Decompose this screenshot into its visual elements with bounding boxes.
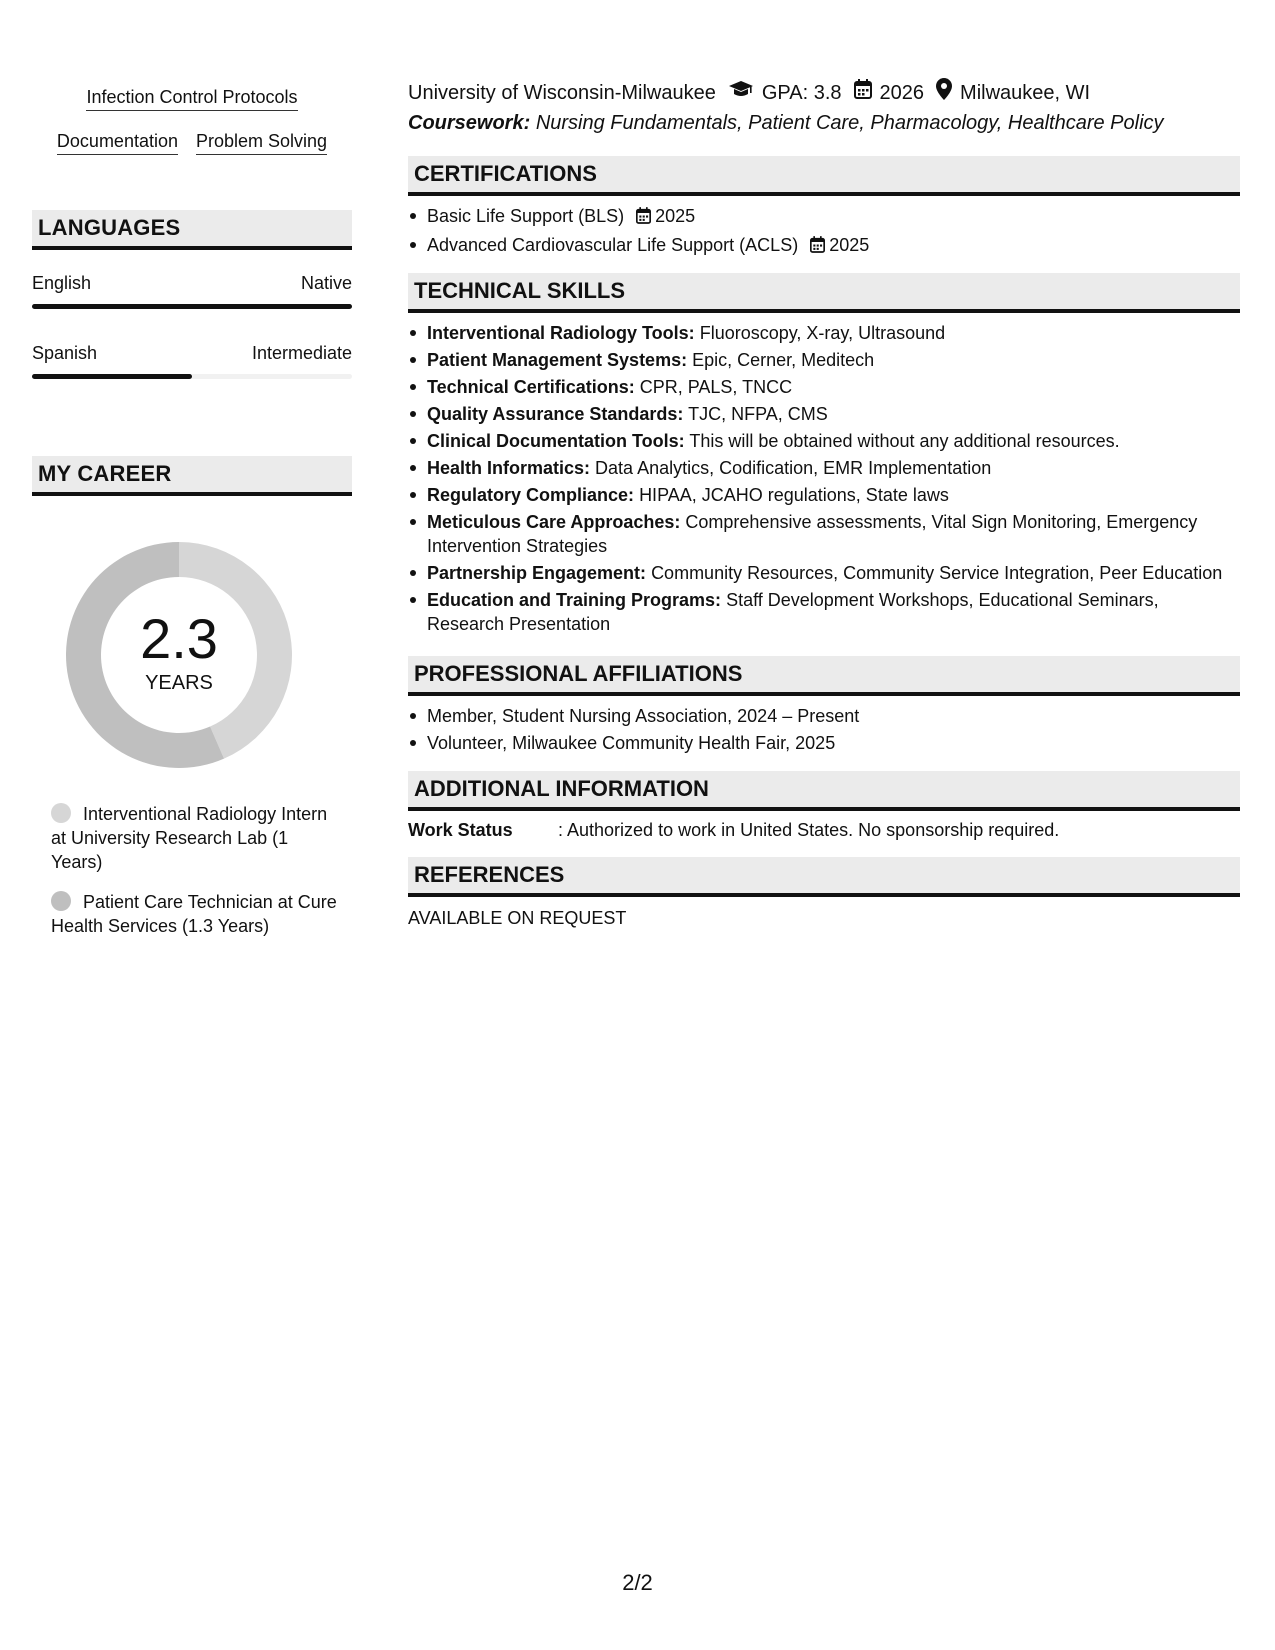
list-item: Clinical Documentation Tools: This will be obtained without any additional resources. — [408, 429, 1240, 453]
legend-dot — [51, 891, 71, 911]
list-item: Volunteer, Milwaukee Community Health Fair, 2025 — [408, 731, 1240, 755]
skill-tag: Documentation — [57, 130, 178, 155]
calendar-icon — [636, 206, 651, 230]
education-line — [408, 78, 1090, 107]
certifications-heading: CERTIFICATIONS — [408, 156, 1240, 196]
list-item: Meticulous Care Approaches: Comprehensive assessments, Vital Sign Monitoring, Emergency Intervention Strategies — [408, 510, 1240, 558]
career-total-value: 2.3 — [140, 607, 218, 670]
skill-tags-row-1 — [32, 86, 352, 111]
work-status — [408, 818, 1059, 842]
location: Milwaukee, WI — [960, 81, 1091, 104]
additional-info-heading: ADDITIONAL INFORMATION — [408, 771, 1240, 811]
references-heading: REFERENCES — [408, 857, 1240, 897]
affiliations-list — [408, 704, 1240, 758]
skill-tag: Infection Control Protocols — [86, 86, 297, 111]
career-legend-label: Interventional Radiology Intern at University Research Lab (1 Years) — [51, 804, 328, 872]
list-item: Technical Certifications: CPR, PALS, TNCC — [408, 375, 1240, 399]
list-item: Partnership Engagement: Community Resources, Community Service Integration, Peer Education — [408, 561, 1240, 585]
language-bar — [32, 374, 352, 379]
gpa: GPA: 3.8 — [761, 81, 842, 104]
coursework-label: Coursework: — [408, 112, 531, 134]
career-donut-chart — [66, 542, 292, 768]
work-status-label: Work Status — [408, 820, 513, 840]
technical-skills-list — [408, 321, 1240, 639]
language-name: English — [32, 273, 92, 293]
list-item: Member, Student Nursing Association, 2024 – Present — [408, 704, 1240, 728]
list-item: Quality Assurance Standards: TJC, NFPA, CMS — [408, 402, 1240, 426]
language-bar-fill — [32, 304, 352, 309]
coursework — [408, 110, 1164, 136]
graduation-year: 2026 — [879, 81, 925, 104]
list-item: Interventional Radiology Tools: Fluoroscopy, X-ray, Ultrasound — [408, 321, 1240, 345]
graduation-cap-icon — [728, 79, 754, 106]
career-legend-item — [51, 890, 341, 938]
career-legend-label: Patient Care Technician at Cure Health Services (1.3 Years) — [51, 892, 337, 936]
list-item: Basic Life Support (BLS) 2025 — [408, 204, 1240, 230]
language-name: Spanish — [32, 343, 98, 363]
coursework-value: Nursing Fundamentals, Patient Care, Pharmacology, Healthcare Policy — [535, 112, 1164, 134]
map-pin-icon — [936, 78, 952, 107]
references-text: AVAILABLE ON REQUEST — [408, 908, 627, 928]
language-bar — [32, 304, 352, 309]
list-item: Health Informatics: Data Analytics, Codification, EMR Implementation — [408, 456, 1240, 480]
languages-heading: LANGUAGES — [32, 210, 352, 250]
list-item: Education and Training Programs: Staff Development Workshops, Educational Seminars, Research Presentation — [408, 588, 1240, 636]
calendar-icon — [854, 79, 872, 106]
language-bar-fill — [32, 374, 192, 379]
work-status-value: : Authorized to work in United States. No sponsorship required. — [558, 820, 1060, 840]
technical-skills-heading: TECHNICAL SKILLS — [408, 273, 1240, 313]
language-spanish — [32, 342, 352, 379]
career-heading: MY CAREER — [32, 456, 352, 496]
certifications-list — [408, 204, 1240, 262]
language-level: Native — [300, 273, 352, 293]
language-english — [32, 272, 352, 309]
affiliations-heading: PROFESSIONAL AFFILIATIONS — [408, 656, 1240, 696]
career-total-unit: YEARS — [145, 672, 213, 694]
list-item: Advanced Cardiovascular Life Support (ACLS) 2025 — [408, 233, 1240, 259]
page-number: 2/2 — [622, 1570, 653, 1595]
calendar-icon — [810, 235, 825, 259]
list-item: Patient Management Systems: Epic, Cerner, Meditech — [408, 348, 1240, 372]
skill-tags-row-2 — [32, 130, 352, 155]
language-level: Intermediate — [251, 343, 352, 363]
school-name: University of Wisconsin-Milwaukee — [408, 81, 716, 104]
skill-tag: Problem Solving — [196, 130, 327, 155]
list-item: Regulatory Compliance: HIPAA, JCAHO regulations, State laws — [408, 483, 1240, 507]
career-legend-item — [51, 802, 341, 874]
legend-dot — [51, 803, 71, 823]
